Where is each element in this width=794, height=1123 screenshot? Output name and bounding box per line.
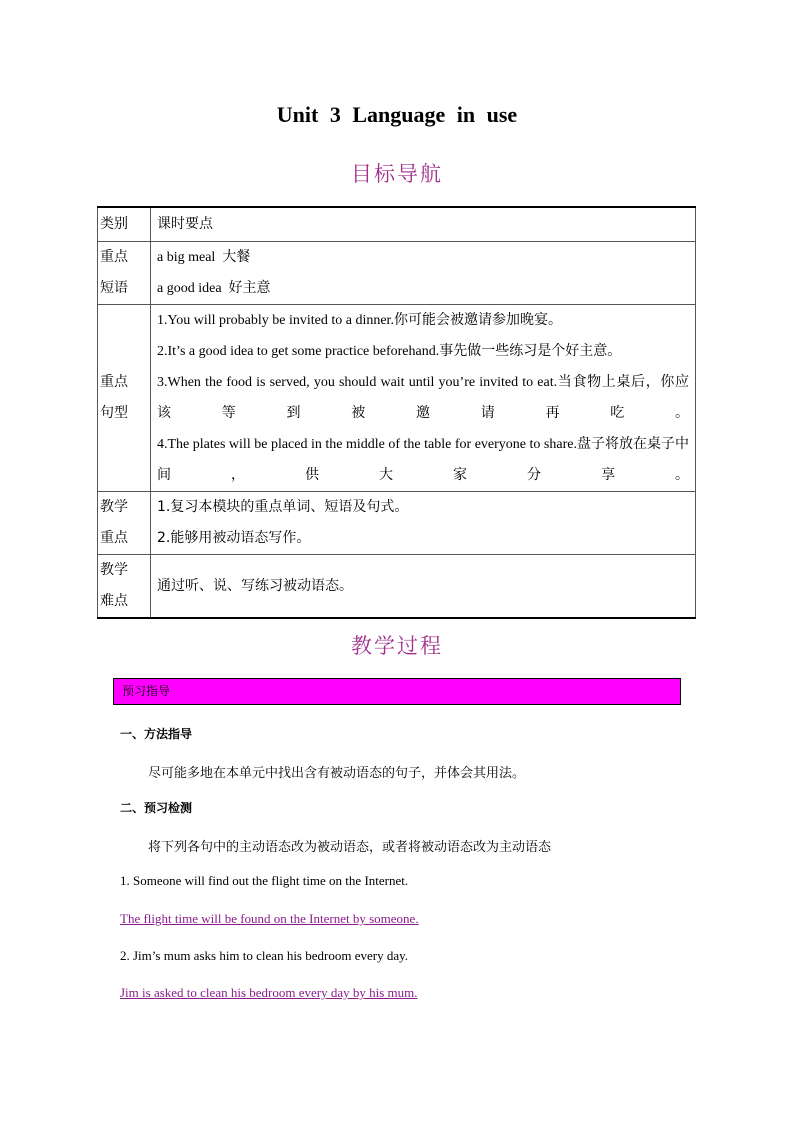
method-heading: 一、方法指导: [120, 727, 193, 741]
difficulty-content: [151, 555, 696, 619]
table-row-focus: [98, 492, 696, 555]
category-difficulty: 教学 难点: [98, 555, 151, 619]
phrases-content: [151, 242, 696, 305]
category-sentences: 重点 句型: [98, 305, 151, 492]
exercise-answer: The flight time will be found on the Internet by someone.: [120, 911, 419, 926]
table-row-difficulty: [98, 555, 696, 619]
page-title: Unit 3 Language in use: [276, 102, 518, 127]
sentences-content: [151, 305, 696, 492]
focus-content: [151, 492, 696, 555]
sentence-item: 1.You will probably be invited to a dinner.你可能会被邀请参加晚宴。: [157, 312, 562, 328]
phrase-item: a big meal 大餐: [157, 249, 251, 265]
table-header-row: [98, 207, 696, 242]
focus-item: 2.能够用被动语态写作。: [157, 530, 311, 546]
exercise-question: 2. Jim’s mum asks him to clean his bedroom every day.: [120, 948, 408, 963]
goals-table: [97, 206, 696, 619]
method-text: 尽可能多地在本单元中找出含有被动语态的句子，并体会其用法。: [148, 766, 526, 781]
phrase-item: a good idea 好主意: [157, 280, 271, 296]
sentence-item: 3.When the food is served, you should wait until you’re invited to eat.当食物上桌后，你应该等到被邀请再吃。: [157, 374, 690, 421]
header-category: 类别: [98, 207, 151, 242]
table-row-sentences: [98, 305, 696, 492]
table-row-phrases: [98, 242, 696, 305]
preview-heading: 二、预习检测: [120, 801, 193, 815]
process-heading: 教学过程: [351, 634, 443, 658]
header-content: 课时要点: [151, 207, 696, 242]
exercise-answer: Jim is asked to clean his bedroom every day by his mum.: [120, 985, 418, 1000]
focus-item: 1.复习本模块的重点单词、短语及句式。: [157, 499, 409, 515]
preview-banner: 预习指导: [113, 678, 681, 705]
exercise-question: 1. Someone will find out the flight time on the Internet.: [120, 873, 409, 888]
preview-instruction: 将下列各句中的主动语态改为被动语态，或者将被动语态改为主动语态: [148, 840, 552, 855]
category-phrases: 重点 短语: [98, 242, 151, 305]
category-focus: 教学 重点: [98, 492, 151, 555]
sentence-item: 2.It’s a good idea to get some practice beforehand.事先做一些练习是个好主意。: [157, 343, 622, 359]
goal-heading: 目标导航: [351, 162, 443, 186]
sentence-item: 4.The plates will be placed in the middle of the table for everyone to share.盘子将放在桌子中间，供大家分享。: [157, 436, 690, 483]
difficulty-text: 通过听、说、写练习被动语态。: [157, 577, 353, 594]
